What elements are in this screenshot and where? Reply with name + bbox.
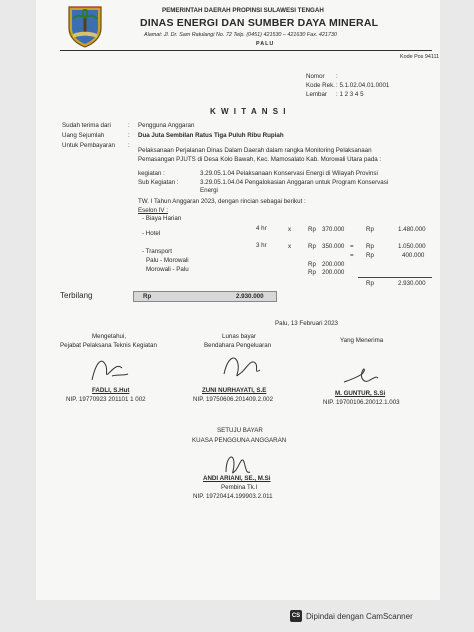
transport-label: - Transport bbox=[142, 248, 172, 255]
penerima-label: Yang Menerima bbox=[340, 337, 384, 344]
pejabat-title: Pejabat Pelaksana Teknis Kegiatan bbox=[60, 342, 157, 349]
document-date: Palu, 13 Februari 2023 bbox=[275, 320, 338, 327]
transport-rp: Rp bbox=[366, 252, 374, 259]
palu-morowali-label: Palu - Morowali bbox=[146, 257, 189, 264]
header-address: Alamat: Jl. Dr. Sam Ratulangi No. 72 Telp. (0451) 421530 – 421630 Fax. 421730 bbox=[144, 32, 337, 38]
hotel-rp2: Rp bbox=[366, 226, 374, 233]
untuk-pembayaran-line2: Pemasangan PJUTS di Desa Kolo Bawah, Kec. Mamosalato Kab. Morowali Utara pada : bbox=[138, 156, 382, 163]
uang-sejumlah-label: Uang Sejumlah bbox=[62, 132, 105, 139]
bendahara-title: Bendahara Pengeluaran bbox=[204, 342, 272, 349]
harian-rp2: Rp bbox=[366, 243, 374, 250]
transport-eq: = bbox=[350, 252, 354, 259]
harian-eq: = bbox=[350, 243, 354, 250]
sub-kegiatan-label: Sub Kegiatan : bbox=[138, 179, 179, 186]
document-title: K W I T A N S I bbox=[210, 107, 288, 116]
lunas-bayar-label: Lunas bayar bbox=[222, 333, 257, 340]
camscanner-footer-text: Dipindai dengan CamScanner bbox=[306, 611, 413, 621]
sudah-terima-value: Pengguna Anggaran bbox=[138, 122, 195, 129]
hotel-total: 1.480.000 bbox=[398, 226, 426, 233]
pejabat-signature-icon bbox=[88, 352, 132, 386]
kode-rek-value: : 5.1.02.04.01.0001 bbox=[336, 82, 390, 89]
penerima-name: M. GUNTUR, S.Si bbox=[335, 390, 386, 397]
terbilang-rp: Rp bbox=[143, 292, 152, 300]
hotel-label: - Hotel bbox=[142, 230, 161, 237]
uang-sejumlah-colon: : bbox=[128, 132, 130, 139]
hotel-rate: 370.000 bbox=[322, 226, 345, 233]
untuk-pembayaran-colon: : bbox=[128, 142, 130, 149]
harian-x: x bbox=[288, 243, 292, 250]
camscanner-footer bbox=[290, 610, 413, 622]
bendahara-nip: NIP. 19750606.201409.2.002 bbox=[193, 396, 274, 403]
hotel-rp: Rp bbox=[308, 226, 316, 233]
penerima-nip: NIP. 19700106.20012.1.003 bbox=[323, 399, 400, 406]
harian-qty: 3 hr bbox=[256, 242, 267, 249]
morowali-palu-rp: Rp bbox=[308, 269, 316, 276]
sub-kegiatan-value: 3.29.05.1.04.04 Pengalokasian Anggaran untuk Program Konservasi bbox=[200, 179, 389, 186]
header-line1: PEMERINTAH DAERAH PROPINSI SULAWESI TENGAH bbox=[162, 7, 324, 14]
kuasa-rank: Pembina Tk.I bbox=[221, 484, 258, 491]
morowali-palu-value: 200.000 bbox=[322, 269, 345, 276]
sub-kegiatan-value-cont: Energi bbox=[200, 187, 218, 194]
pejabat-nip: NIP. 19770923 201101 1 002 bbox=[66, 396, 146, 403]
header-city: PALU bbox=[256, 41, 275, 47]
header-agency-name: DINAS ENERGI DAN SUMBER DAYA MINERAL bbox=[140, 17, 379, 29]
kuasa-name: ANDI ARIANI, SE., M.Si bbox=[203, 475, 271, 482]
penerima-signature-icon bbox=[340, 362, 380, 388]
grand-total: 2.930.000 bbox=[398, 280, 426, 287]
sudah-terima-colon: : bbox=[128, 122, 130, 129]
setuju-bayar-label: SETUJU BAYAR bbox=[217, 427, 263, 434]
lembar-label: Lembar bbox=[306, 91, 327, 98]
biaya-harian-label: - Biaya Harian bbox=[142, 215, 182, 222]
bendahara-signature-icon bbox=[218, 350, 264, 386]
grand-total-rp: Rp bbox=[366, 280, 374, 287]
uang-sejumlah-value: Dua Juta Sembilan Ratus Tiga Puluh Ribu Rupiah bbox=[138, 132, 284, 139]
terbilang-label: Terbilang bbox=[60, 291, 93, 300]
total-divider bbox=[358, 277, 432, 278]
camscanner-logo-icon: CS bbox=[290, 610, 302, 622]
kuasa-pengguna-title: KUASA PENGGUNA ANGGARAN bbox=[192, 437, 287, 444]
sudah-terima-label: Sudah terima dari bbox=[62, 122, 111, 129]
harian-total: 1.050.000 bbox=[398, 243, 426, 250]
morowali-palu-label: Morowali - Palu bbox=[146, 266, 189, 273]
nomor-value: : bbox=[336, 73, 338, 80]
kegiatan-label: kegiatan : bbox=[138, 170, 165, 177]
harian-rp: Rp bbox=[308, 243, 316, 250]
kuasa-nip: NIP. 19720414.199903.2.011 bbox=[193, 493, 273, 500]
untuk-pembayaran-label: Untuk Pembayaran bbox=[62, 142, 115, 149]
mengetahui-label: Mengetahui, bbox=[92, 333, 127, 340]
untuk-pembayaran-line1: Pelaksanaan Perjalanan Dinas Dalam Daerah dalam rangka Monitoring Pelaksanaan bbox=[138, 147, 372, 154]
palu-morowali-rp: Rp bbox=[308, 261, 316, 268]
kegiatan-value: 3.29.05.1.04 Pelaksanaan Konservasi Energi di Wilayah Provinsi bbox=[200, 170, 378, 177]
harian-rate: 350.000 bbox=[322, 243, 345, 250]
province-logo-icon bbox=[63, 4, 107, 48]
nomor-label: Nomor bbox=[306, 73, 325, 80]
palu-morowali-value: 200.000 bbox=[322, 261, 345, 268]
hotel-qty: 4 hr bbox=[256, 225, 267, 232]
terbilang-value: 2.930.000 bbox=[236, 292, 264, 300]
lembar-value: : 1 2 3 4 5 bbox=[336, 91, 364, 98]
pejabat-name: FADLI, S.Hut bbox=[92, 387, 130, 394]
transport-total: 400.000 bbox=[402, 252, 425, 259]
eselon-label: Eselon IV : bbox=[138, 207, 168, 214]
hotel-x: x bbox=[288, 226, 292, 233]
postal-code: Kode Pos 94111 bbox=[400, 54, 440, 60]
header-divider bbox=[60, 50, 432, 51]
tw-line: TW. I Tahun Anggaran 2023, dengan rincian sebagai berikut : bbox=[138, 198, 306, 205]
bendahara-name: ZUNI NURHAYATI, S.E bbox=[202, 387, 267, 394]
kode-rek-label: Kode Rek. bbox=[306, 82, 335, 89]
